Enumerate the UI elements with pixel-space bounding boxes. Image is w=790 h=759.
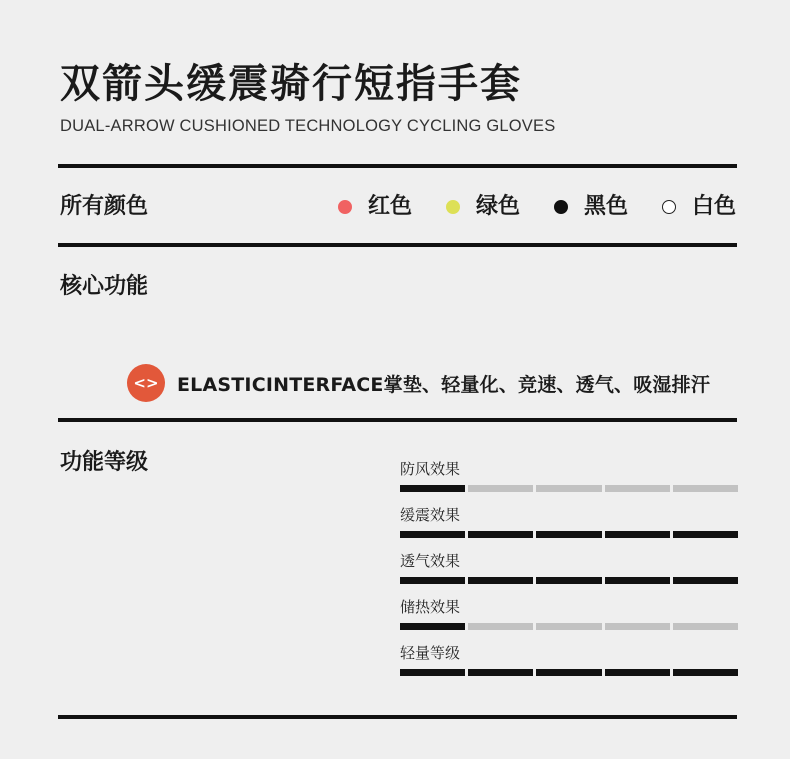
meter-segment-filled xyxy=(605,531,670,538)
divider-bottom xyxy=(58,715,737,719)
meter-lightweight xyxy=(400,643,738,676)
meter-segment-empty xyxy=(536,485,601,492)
core-feature xyxy=(127,364,710,402)
color-option-red xyxy=(338,193,412,221)
meter-segment-filled xyxy=(536,577,601,584)
meter-label: 轻量等级 xyxy=(400,644,461,662)
color-swatch-dot xyxy=(554,200,568,214)
meter-segment-empty xyxy=(468,623,533,630)
meter-segment-empty xyxy=(605,623,670,630)
meter-bar xyxy=(400,669,738,676)
meter-heat-retention xyxy=(400,597,738,630)
divider-colors xyxy=(58,243,737,247)
meter-segment-filled xyxy=(673,531,738,538)
meter-segment-filled xyxy=(605,669,670,676)
color-options xyxy=(338,193,736,221)
elastic-interface-icon xyxy=(127,364,165,402)
colors-section-label: 所有颜色 xyxy=(60,194,149,219)
meter-segment-filled xyxy=(400,623,465,630)
meter-segment-filled xyxy=(468,669,533,676)
color-name: 黑色 xyxy=(583,194,628,219)
meter-bar xyxy=(400,623,738,630)
meter-segment-empty xyxy=(605,485,670,492)
meter-windproof xyxy=(400,459,738,492)
color-name: 绿色 xyxy=(475,194,520,219)
meter-label: 防风效果 xyxy=(400,460,461,478)
page-subtitle: DUAL-ARROW CUSHIONED TECHNOLOGY CYCLING GLOVES xyxy=(60,117,556,135)
meter-bar xyxy=(400,531,738,538)
arrow-symbol: <> xyxy=(133,373,159,392)
meter-segment-empty xyxy=(673,623,738,630)
meter-segment-filled xyxy=(536,531,601,538)
meter-cushioning xyxy=(400,505,738,538)
meter-label: 透气效果 xyxy=(400,552,461,570)
color-option-white xyxy=(662,193,736,221)
meter-segment-filled xyxy=(673,577,738,584)
meter-segment-empty xyxy=(536,623,601,630)
level-section-label: 功能等级 xyxy=(60,450,149,475)
color-name: 红色 xyxy=(367,194,412,219)
color-swatch-dot xyxy=(446,200,460,214)
meter-breathability xyxy=(400,551,738,584)
meter-segment-filled xyxy=(400,669,465,676)
meter-segment-filled xyxy=(536,669,601,676)
meter-segment-empty xyxy=(673,485,738,492)
meter-label: 储热效果 xyxy=(400,598,461,616)
meter-segment-filled xyxy=(468,577,533,584)
meter-segment-filled xyxy=(400,577,465,584)
divider-top xyxy=(58,164,737,168)
meter-bar xyxy=(400,485,738,492)
color-swatch-dot xyxy=(338,200,352,214)
page-title: 双箭头缓震骑行短指手套 xyxy=(60,61,522,107)
meter-label: 缓震效果 xyxy=(400,506,461,524)
color-option-black xyxy=(554,193,628,221)
color-option-green xyxy=(446,193,520,221)
meter-segment-filled xyxy=(400,531,465,538)
core-feature-text: ELASTICINTERFACE掌垫、轻量化、竞速、透气、吸湿排汗 xyxy=(177,373,711,396)
color-swatch-dot xyxy=(662,200,676,214)
divider-core xyxy=(58,418,737,422)
meter-segment-filled xyxy=(605,577,670,584)
meter-segment-filled xyxy=(468,531,533,538)
color-name: 白色 xyxy=(691,194,736,219)
meter-segment-empty xyxy=(468,485,533,492)
meter-segment-filled xyxy=(673,669,738,676)
meter-bar xyxy=(400,577,738,584)
meter-segment-filled xyxy=(400,485,465,492)
core-section-label: 核心功能 xyxy=(60,274,149,299)
